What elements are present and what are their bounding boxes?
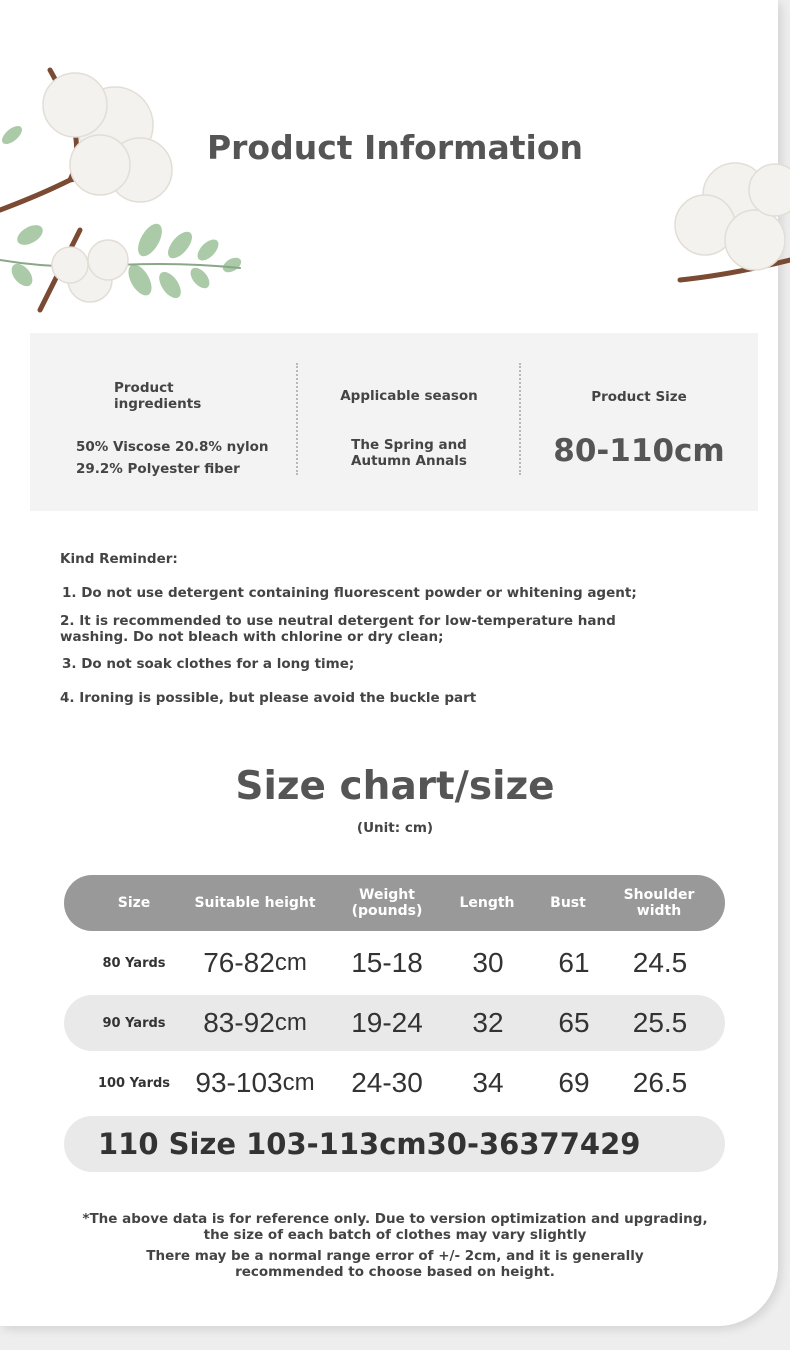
ingredients-line-2: 29.2% Polyester fiber	[76, 461, 240, 477]
table-row	[64, 1116, 725, 1172]
row-height	[192, 995, 318, 1051]
unit-label: cm	[274, 1009, 307, 1036]
row-110-merged: 110 Size 103-113cm30-36377429	[98, 1127, 641, 1161]
unit-label: cm	[282, 1069, 315, 1096]
season-value: The Spring and Autumn Annals	[351, 437, 467, 469]
header-bust: Bust	[550, 895, 586, 911]
page-title: Product Information	[206, 128, 584, 167]
row-length: 34	[472, 1067, 504, 1098]
size-value: 80-110cm	[553, 433, 725, 469]
row-shoulder: 24.5	[632, 947, 688, 978]
reminder-item: 3. Do not soak clothes for a long time;	[62, 656, 355, 672]
footnote-line-3: There may be a normal range error of +/- 2cm, and it is generally	[146, 1248, 644, 1264]
reminder-item: 1. Do not use detergent containing fluorescent powder or whitening agent;	[62, 585, 637, 601]
row-bust: 61	[558, 947, 590, 978]
ingredients-label: Product ingredients	[114, 380, 202, 412]
reminder-title: Kind Reminder:	[60, 551, 178, 567]
header-shoulder: Shoulder width	[623, 887, 695, 919]
cotton-branch-illustration	[0, 40, 260, 330]
header-weight: Weight (pounds)	[351, 887, 423, 919]
size-chart-title: Size chart/size	[235, 764, 555, 809]
footnote-line-2: the size of each batch of clothes may vary slightly	[203, 1227, 587, 1243]
unit-label: cm	[274, 949, 307, 976]
header-size: Size	[117, 895, 151, 911]
row-weight: 19-24	[351, 1007, 423, 1038]
size-column	[520, 333, 758, 511]
row-size: 90 Yards	[102, 1015, 166, 1031]
header-length: Length	[459, 895, 515, 911]
product-info-panel	[30, 333, 758, 511]
row-height	[192, 935, 318, 991]
row-weight: 15-18	[351, 947, 423, 978]
reminder-item: 4. Ironing is possible, but please avoid the buckle part	[60, 690, 477, 706]
row-bust: 65	[558, 1007, 590, 1038]
header-height: Suitable height	[194, 895, 316, 911]
row-size: 80 Yards	[102, 955, 166, 971]
row-weight: 24-30	[351, 1067, 423, 1098]
height-value: 76-82	[203, 947, 275, 978]
table-row	[64, 1055, 725, 1111]
table-header-row	[64, 875, 725, 931]
row-length: 32	[472, 1007, 504, 1038]
table-row	[64, 935, 725, 991]
season-column	[298, 333, 520, 511]
ingredients-column	[30, 333, 298, 511]
table-row	[64, 995, 725, 1051]
row-shoulder: 25.5	[632, 1007, 688, 1038]
ingredients-line-1: 50% Viscose 20.8% nylon	[76, 439, 269, 455]
season-label: Applicable season	[340, 388, 478, 404]
size-table	[64, 875, 725, 1172]
row-height	[186, 1055, 324, 1111]
footnote-line-4: recommended to choose based on height.	[235, 1264, 555, 1280]
height-value: 93-103	[195, 1067, 283, 1098]
row-length: 30	[472, 947, 504, 978]
height-value: 83-92	[203, 1007, 275, 1038]
reminder-item: 2. It is recommended to use neutral detergent for low-temperature hand washing. Do not bleach with chlorine or dry clean;	[60, 613, 616, 645]
row-bust: 69	[558, 1067, 590, 1098]
size-chart-unit: (Unit: cm)	[356, 820, 434, 836]
row-shoulder: 26.5	[632, 1067, 688, 1098]
footnote-line-1: *The above data is for reference only. Due to version optimization and upgrading,	[82, 1211, 708, 1227]
size-label: Product Size	[591, 389, 687, 405]
row-size: 100 Yards	[97, 1075, 171, 1091]
